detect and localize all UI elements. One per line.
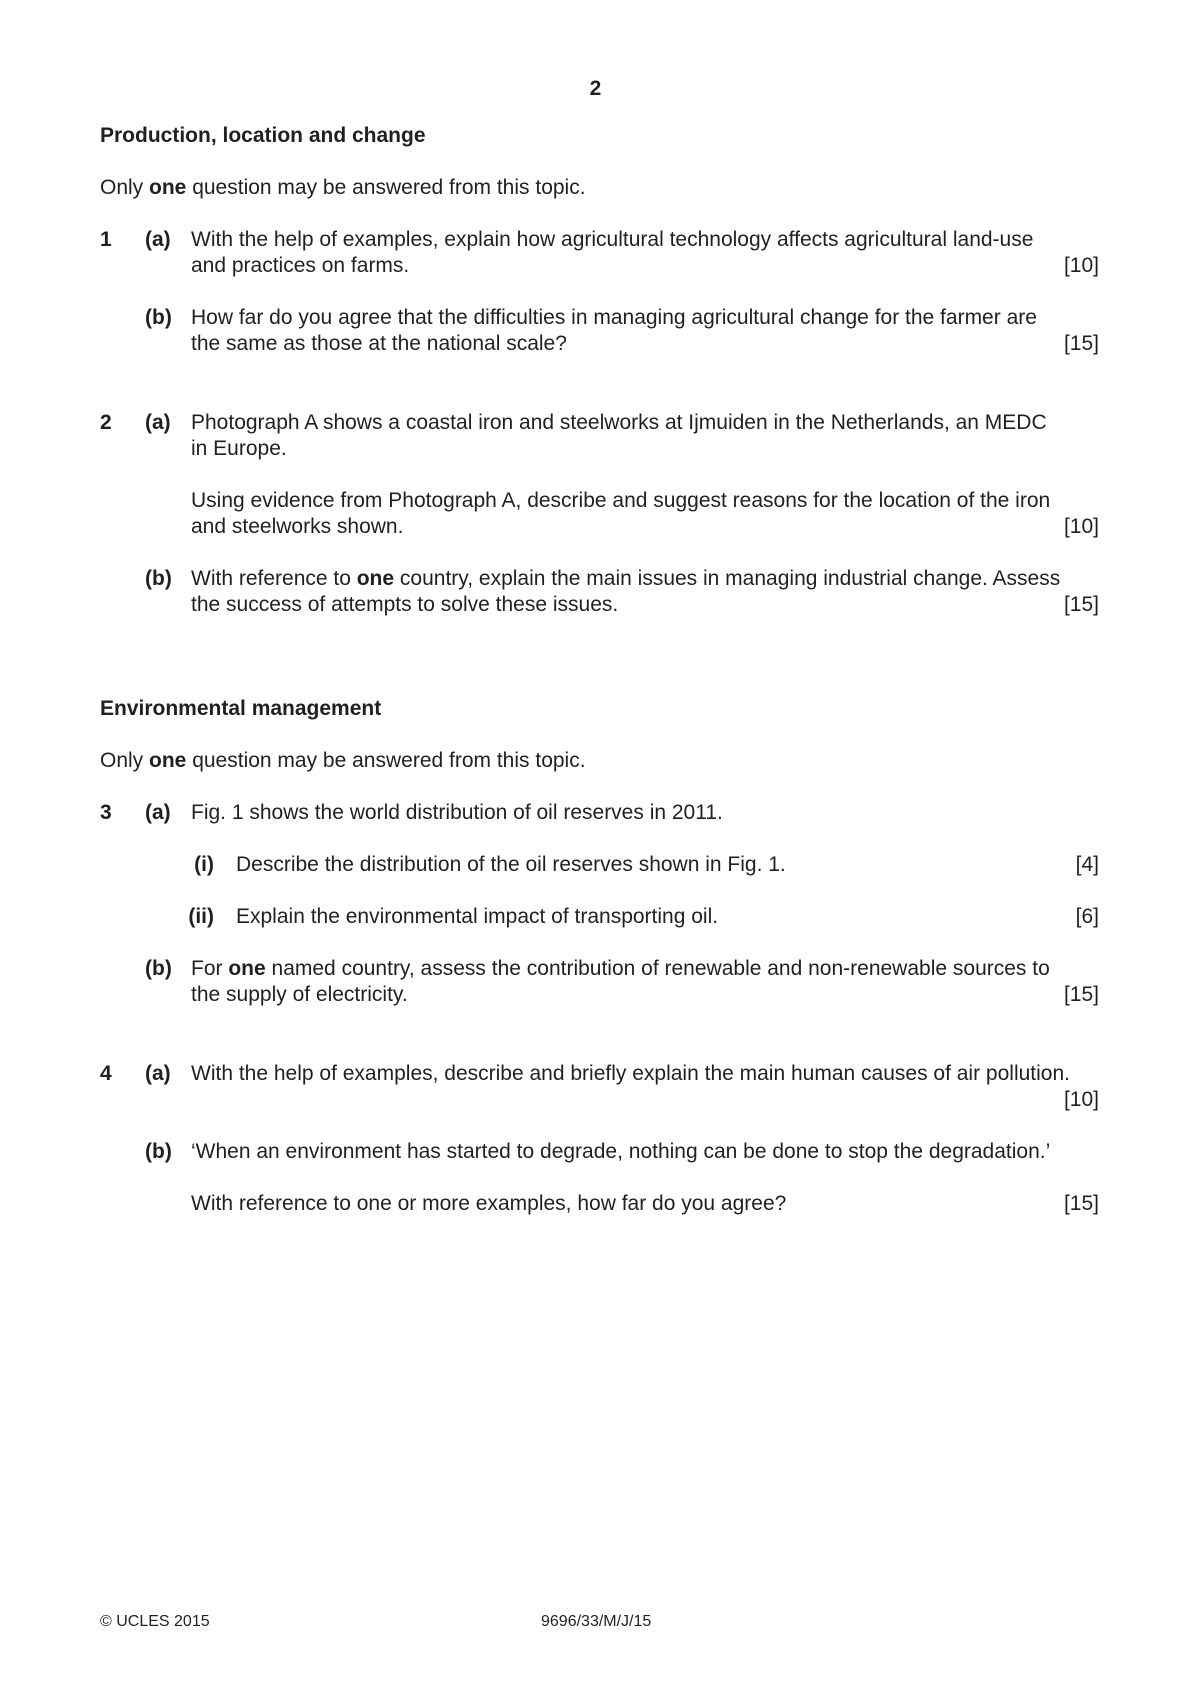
- question-text: ‘When an environment has started to degrade, nothing can be done to stop the degradation.’: [191, 1140, 1051, 1163]
- part-label: (b): [145, 567, 172, 590]
- question-text: With reference to one country, explain the main issues in managing industrial change. Assess the success of attempts to solve these issues. [15]: [191, 567, 1099, 616]
- footer-copyright: © UCLES 2015: [100, 1613, 210, 1630]
- part-label: (a): [145, 411, 171, 434]
- mark-allocation: [15]: [1063, 1192, 1099, 1215]
- mark-allocation: [10]: [1063, 1088, 1099, 1111]
- question-number: 3: [100, 801, 112, 824]
- question-text: Using evidence from Photograph A, describe and suggest reasons for the location of the iron and steelworks shown. [10]: [191, 489, 1099, 538]
- mark-allocation: [15]: [1063, 983, 1099, 1006]
- mark-allocation: [15]: [1063, 332, 1099, 355]
- question-text: With the help of examples, describe and briefly explain the main human causes of air pollution. [10]: [191, 1062, 1099, 1111]
- subpart-label: (ii): [188, 905, 214, 928]
- section-title-environmental: Environmental management: [100, 697, 382, 720]
- part-label: (b): [145, 957, 172, 980]
- question-number: 2: [100, 411, 112, 434]
- section-instruction: Only one question may be answered from this topic.: [100, 176, 586, 199]
- part-label: (b): [145, 306, 172, 329]
- question-text: Describe the distribution of the oil reserves shown in Fig. 1. [4]: [236, 853, 1099, 876]
- mark-allocation: [10]: [1063, 515, 1099, 538]
- mark-allocation: [10]: [1063, 254, 1099, 277]
- question-text: How far do you agree that the difficulties in managing agricultural change for the farmer are the same as those at the national scale? [15]: [191, 306, 1099, 355]
- part-label: (a): [145, 801, 171, 824]
- part-label: (a): [145, 1062, 171, 1085]
- part-label: (a): [145, 228, 171, 251]
- mark-allocation: [6]: [1075, 905, 1099, 928]
- part-label: (b): [145, 1140, 172, 1163]
- question-text: With the help of examples, explain how agricultural technology affects agricultural land-use and practices on farms. [10]: [191, 228, 1099, 277]
- question-number: 4: [100, 1062, 112, 1085]
- subpart-label: (i): [194, 853, 214, 876]
- section-instruction: Only one question may be answered from this topic.: [100, 749, 586, 772]
- question-text: Photograph A shows a coastal iron and steelworks at Ijmuiden in the Netherlands, an MEDC in Europe.: [191, 411, 1047, 460]
- question-text: With reference to one or more examples, how far do you agree? [15]: [191, 1192, 1099, 1215]
- question-text: For one named country, assess the contribution of renewable and non-renewable sources to the supply of electricity. [15]: [191, 957, 1099, 1006]
- mark-allocation: [4]: [1075, 853, 1099, 876]
- page-number: 2: [589, 77, 602, 100]
- question-text: Fig. 1 shows the world distribution of oil reserves in 2011.: [191, 801, 723, 824]
- footer-paper-code: 9696/33/M/J/15: [541, 1613, 652, 1630]
- question-text: Explain the environmental impact of transporting oil. [6]: [236, 905, 1099, 928]
- mark-allocation: [15]: [1063, 593, 1099, 616]
- question-number: 1: [100, 228, 112, 251]
- section-title-production: Production, location and change: [100, 124, 426, 147]
